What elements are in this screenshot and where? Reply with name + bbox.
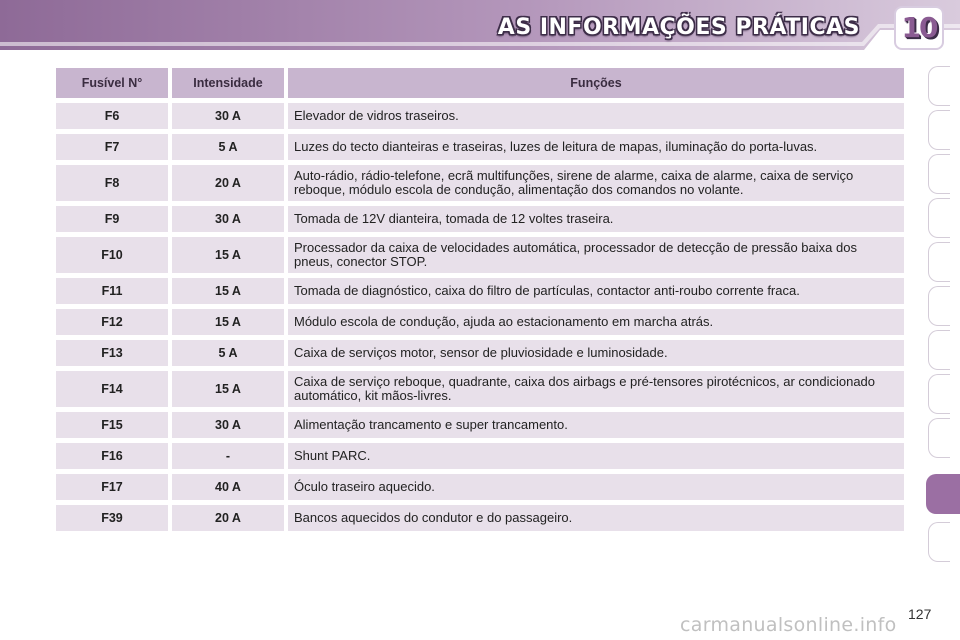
intensity-cell: 20 A [172, 165, 288, 201]
fuse-number-cell: F8 [56, 165, 172, 201]
fuse-number-cell: F10 [56, 237, 172, 273]
table-row [56, 278, 904, 304]
fuse-number-cell: F9 [56, 206, 172, 232]
intensity-cell: 15 A [172, 309, 288, 335]
table-row [56, 443, 904, 469]
intensity-cell: 40 A [172, 474, 288, 500]
fuse-number-cell: F16 [56, 443, 172, 469]
table-row [56, 165, 904, 201]
function-cell: Shunt PARC. [288, 443, 904, 469]
table-row [56, 134, 904, 160]
intensity-cell: 15 A [172, 371, 288, 407]
table-row [56, 206, 904, 232]
intensity-cell: 15 A [172, 278, 288, 304]
table-row [56, 412, 904, 438]
intensity-cell: 30 A [172, 412, 288, 438]
chapter-tab[interactable] [928, 242, 950, 282]
chapter-tab-active[interactable] [926, 474, 960, 514]
function-cell: Luzes do tecto dianteiras e traseiras, luzes de leitura de mapas, iluminação do porta-luvas. [288, 134, 904, 160]
page-number: 127 [908, 606, 932, 622]
function-cell: Processador da caixa de velocidades automática, processador de detecção de pressão baixa dos pneus, conector STOP. [288, 237, 904, 273]
table-header-row [56, 68, 904, 98]
intensity-cell: 5 A [172, 134, 288, 160]
function-cell: Caixa de serviço reboque, quadrante, caixa dos airbags e pré-tensores pirotécnicos, ar condicionado automático, kit mãos-livres. [288, 371, 904, 407]
header-fuse-number: Fusível N° [56, 68, 172, 98]
table-row [56, 371, 904, 407]
function-cell: Auto-rádio, rádio-telefone, ecrã multifunções, sirene de alarme, caixa de alarme, caixa de serviço reboque, módulo escola de condução, alimentação dos comandos no volante. [288, 165, 904, 201]
fuse-number-cell: F11 [56, 278, 172, 304]
fuse-number-cell: F15 [56, 412, 172, 438]
function-cell: Elevador de vidros traseiros. [288, 103, 904, 129]
fuse-number-cell: F13 [56, 340, 172, 366]
intensity-cell: 30 A [172, 103, 288, 129]
chapter-badge [896, 8, 942, 48]
function-cell: Tomada de 12V dianteira, tomada de 12 voltes traseira. [288, 206, 904, 232]
chapter-tab[interactable] [928, 110, 950, 150]
intensity-cell: 20 A [172, 505, 288, 531]
chapter-tab[interactable] [928, 154, 950, 194]
table-row [56, 103, 904, 129]
fuse-number-cell: F12 [56, 309, 172, 335]
fuse-table [56, 63, 904, 536]
fuse-number-cell: F17 [56, 474, 172, 500]
chapter-tab[interactable] [928, 198, 950, 238]
fuse-number-cell: F39 [56, 505, 172, 531]
function-cell: Alimentação trancamento e super trancamento. [288, 412, 904, 438]
function-cell: Óculo traseiro aquecido. [288, 474, 904, 500]
table-row [56, 505, 904, 531]
intensity-cell: - [172, 443, 288, 469]
watermark: carmanualsonline.info [680, 614, 897, 636]
chapter-number: 10 [901, 11, 937, 44]
header-functions: Funções [288, 68, 904, 98]
table-row [56, 474, 904, 500]
chapter-tab[interactable] [928, 286, 950, 326]
fuse-rows [56, 103, 904, 531]
table-row [56, 237, 904, 273]
intensity-cell: 5 A [172, 340, 288, 366]
header-intensity: Intensidade [172, 68, 288, 98]
chapter-tab[interactable] [928, 374, 950, 414]
chapter-tab[interactable] [928, 522, 950, 562]
intensity-cell: 30 A [172, 206, 288, 232]
intensity-cell: 15 A [172, 237, 288, 273]
chapter-tab[interactable] [928, 330, 950, 370]
table-row [56, 309, 904, 335]
fuse-number-cell: F7 [56, 134, 172, 160]
function-cell: Tomada de diagnóstico, caixa do filtro de partículas, contactor anti-roubo corrente fraca. [288, 278, 904, 304]
page-title: AS INFORMAÇÕES PRÁTICAS [497, 15, 860, 40]
function-cell: Módulo escola de condução, ajuda ao estacionamento em marcha atrás. [288, 309, 904, 335]
chapter-tab[interactable] [928, 66, 950, 106]
function-cell: Bancos aquecidos do condutor e do passageiro. [288, 505, 904, 531]
chapter-tab[interactable] [928, 418, 950, 458]
chapter-tabs [928, 66, 960, 576]
function-cell: Caixa de serviços motor, sensor de pluviosidade e luminosidade. [288, 340, 904, 366]
fuse-number-cell: F14 [56, 371, 172, 407]
header-band [0, 0, 960, 52]
table-row [56, 340, 904, 366]
fuse-number-cell: F6 [56, 103, 172, 129]
